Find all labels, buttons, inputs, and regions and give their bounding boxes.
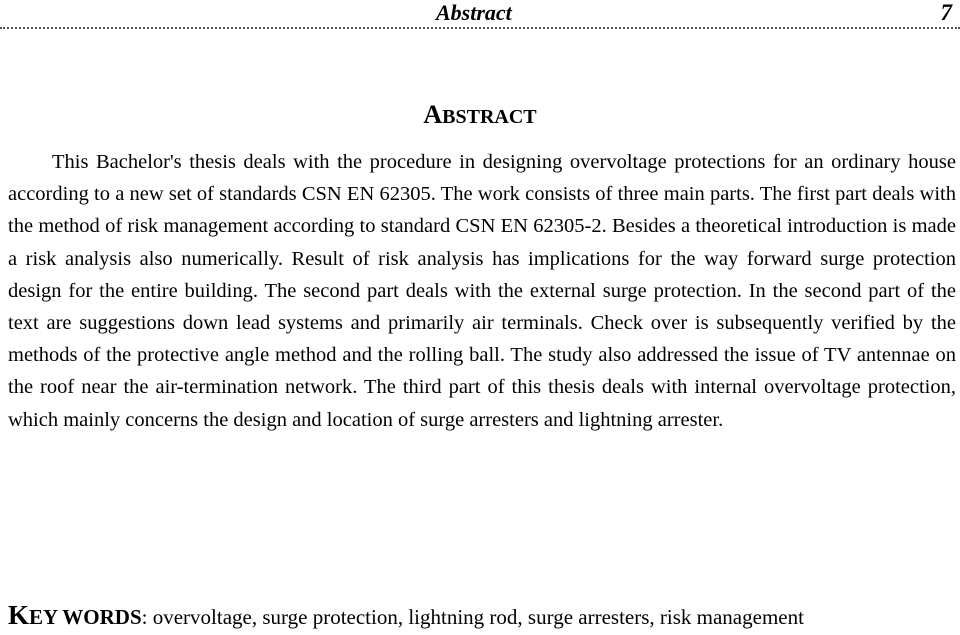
abstract-heading-initial: A <box>423 100 443 129</box>
abstract-heading <box>0 100 960 132</box>
page-header <box>0 0 960 30</box>
keywords-separator: : <box>141 605 153 629</box>
keywords-line <box>8 598 958 634</box>
keywords-label-rest: EY WORDS <box>29 605 142 629</box>
abstract-body: This Bachelor's thesis deals with the procedure in designing overvoltage protections for an ordinary house according to a new set of standards CSN EN 62305. The work consists of three main parts. The first part deals with the method of risk management according to standard CSN EN 62305-2. Besides a theoretical introduction is made a risk analysis also numerically. Result of risk analysis has implications for the way forward surge protection design for the entire building. The second part deals with the external surge protection. In the second part of the text are suggestions down lead systems and primarily air terminals. Check over is subsequently verified by the methods of the protective angle method and the rolling ball. The study also addressed the issue of TV antennae on the roof near the air-termination network. The third part of this thesis deals with internal overvoltage protection, which mainly concerns the design and location of surge arresters and lightning arrester. <box>8 151 956 431</box>
header-title: Abstract <box>436 0 512 25</box>
keywords-text: overvoltage, surge protection, lightning rod, surge arresters, risk management <box>152 605 804 629</box>
keywords-label <box>8 600 142 630</box>
page-number: 7 <box>940 0 952 25</box>
keywords-label-initial: K <box>8 600 30 630</box>
abstract-heading-rest: BSTRACT <box>442 106 537 128</box>
header-divider <box>0 27 960 29</box>
